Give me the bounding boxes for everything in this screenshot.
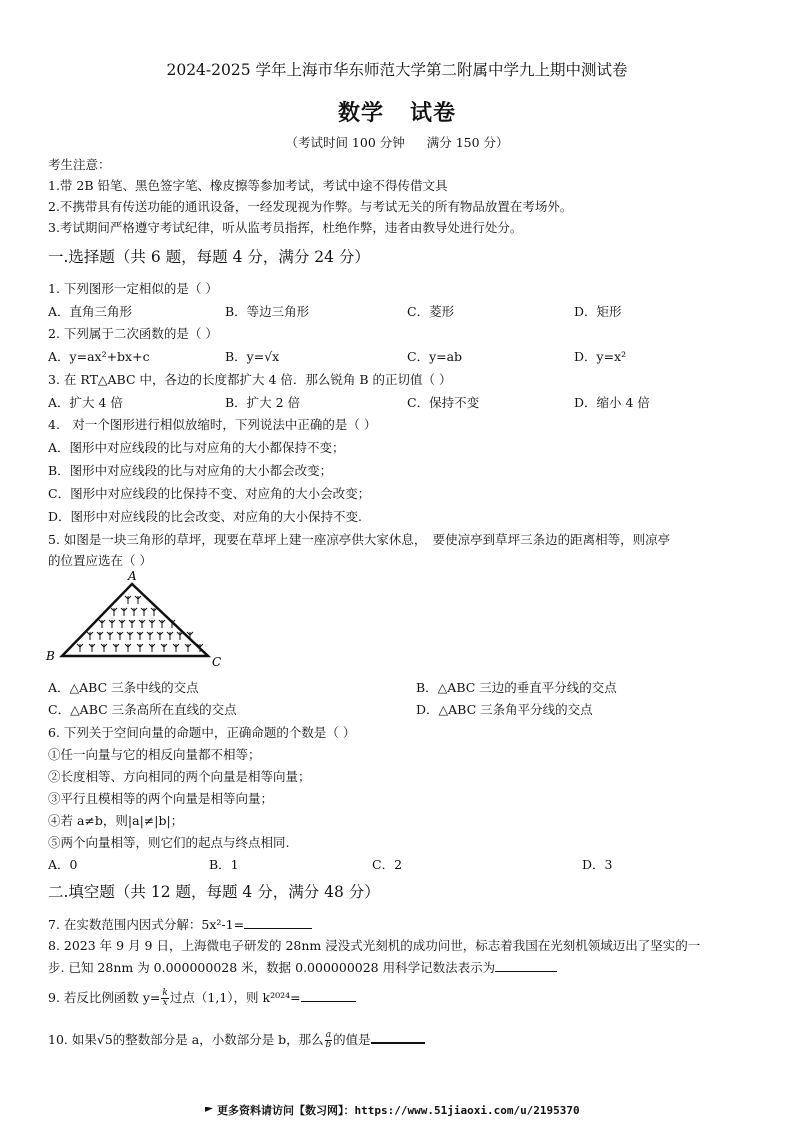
q6-statement-5: ⑤两个向量相等，则它们的起点与终点相同.: [48, 835, 290, 850]
q7-text: 7. 在实数范围内因式分解：5x²-1=: [48, 917, 245, 932]
q9-fraction: [161, 989, 168, 1008]
q5-option-b: B．△ABC 三边的垂直平分线的交点: [416, 680, 617, 695]
q5-option-a: A．△ABC 三条中线的交点: [48, 680, 199, 695]
q8-line2: [48, 958, 557, 976]
q9-frac-num: k: [162, 988, 168, 998]
q3-stem: 3. 在 RT△ABC 中，各边的长度都扩大 4 倍．那么锐角 B 的正切值（ ）: [48, 372, 452, 387]
q6-option-c: C．2: [372, 857, 403, 872]
q5-stem-line2: 的位置应选在（ ）: [48, 553, 152, 568]
q1-option-b: B．等边三角形: [225, 304, 310, 319]
q4-stem: 4. 对一个图形进行相似放缩时，下列说法中正确的是（ ）: [48, 417, 377, 432]
q5-option-d: D．△ABC 三条角平分线的交点: [416, 702, 593, 717]
footer-text: 更多资料请访问【数习网】：https://www.51jiaoxi.com/u/2195370: [217, 1104, 580, 1117]
q10-frac-num: a: [325, 1030, 332, 1040]
section1-title: 一.选择题（共 6 题，每题 4 分，满分 24 分）: [48, 248, 370, 266]
vertex-label-c: C: [212, 655, 222, 669]
q9-line: [48, 988, 356, 1008]
q6-statement-3: ③平行且模相等的两个向量是相等向量；: [48, 791, 274, 806]
q2-option-a: A．y=ax²+bx+c: [48, 349, 150, 364]
q5-option-c: C．△ABC 三条高所在直线的交点: [48, 702, 237, 717]
subject-heading: [0, 96, 794, 127]
q3-option-a: A．扩大 4 倍: [48, 395, 123, 410]
paper-label: 试卷: [410, 100, 457, 126]
q8-text: 步. 已知 28nm 为 0.000000028 米，数据 0.000000028 用科学记数法表示为: [48, 960, 496, 975]
flag-icon: [205, 1107, 213, 1116]
q9-text-pre: 9. 若反比例函数 y=: [48, 990, 161, 1005]
q8-answer-blank[interactable]: [495, 959, 557, 972]
q2-option-c: C．y=ab: [407, 349, 463, 364]
section2-title: 二.填空题（共 12 题，每题 4 分，满分 48 分）: [48, 883, 380, 901]
q2-stem: 2. 下列属于二次函数的是（ ）: [48, 326, 218, 341]
q6-option-a: A．0: [48, 857, 78, 872]
vertex-label-a: A: [128, 569, 137, 583]
q10-line: [48, 1030, 425, 1050]
q10-text-post: 的值是: [333, 1032, 371, 1047]
triangle-lawn-figure: [44, 568, 234, 672]
notice-item-2: 2.不携带具有传送功能的通讯设备，一经发现视为作弊。与考试无关的所有物品放置在考场外。: [48, 199, 573, 214]
q4-option-a: A．图形中对应线段的比与对应角的大小都保持不变；: [48, 440, 345, 455]
vertex-label-b: B: [46, 649, 55, 663]
q4-option-c: C．图形中对应线段的比保持不变、对应角的大小会改变；: [48, 486, 371, 501]
exam-time: （考试时间 100 分钟: [285, 135, 405, 150]
q6-option-b: B．1: [209, 857, 239, 872]
q10-fraction: [325, 1031, 332, 1050]
q5-stem-line1: 5. 如图是一块三角形的草坪，现要在草坪上建一座凉亭供大家休息， 要使凉亭到草坪三条边的距离相等，则凉亭: [48, 532, 671, 547]
q8-line1: 8. 2023 年 9 月 9 日，上海微电子研发的 28nm 浸没式光刻机的成功问世，标志着我国在光刻机领域迈出了坚实的一: [48, 938, 701, 953]
q10-frac-den: b: [325, 1040, 332, 1050]
grass-pattern: [77, 596, 203, 652]
q6-statement-4: ④若 a≠b，则|a|≠|b|；: [48, 813, 184, 828]
notice-item-3: 3.考试期间严格遵守考试纪律，听从监考员指挥，杜绝作弊，违者由教导处进行处分。: [48, 220, 523, 235]
q10-answer-blank[interactable]: [371, 1030, 425, 1044]
q3-option-b: B．扩大 2 倍: [225, 395, 301, 410]
notice-item-1: 1.带 2B 铅笔、黑色签字笔、橡皮擦等参加考试，考试中途不得传借文具: [48, 178, 448, 193]
q2-option-d: D．y=x²: [574, 349, 627, 364]
q4-option-d: D．图形中对应线段的比会改变、对应角的大小保持不变.: [48, 509, 362, 524]
q7-answer-blank[interactable]: [244, 916, 312, 929]
q9-text-post: 过点（1,1），则 k²⁰²⁴=: [169, 990, 301, 1005]
q3-option-c: C．保持不变: [407, 395, 480, 410]
q3-option-d: D．缩小 4 倍: [574, 395, 650, 410]
footer-link[interactable]: [205, 1102, 580, 1118]
q2-option-b: B．y=√x: [225, 349, 280, 364]
q9-answer-blank[interactable]: [301, 989, 356, 1002]
q1-option-a: A．直角三角形: [48, 304, 133, 319]
q6-statement-1: ①任一向量与它的相反向量都不相等；: [48, 747, 261, 762]
q1-option-c: C．菱形: [407, 304, 455, 319]
q6-stem: 6. 下列关于空间向量的命题中，正确命题的个数是（ ）: [48, 725, 356, 740]
subject-name: 数学: [337, 100, 384, 126]
q1-option-d: D．矩形: [574, 304, 622, 319]
q6-statement-2: ②长度相等、方向相同的两个向量是相等向量；: [48, 769, 311, 784]
full-score: 满分 150 分）: [426, 135, 509, 150]
q6-option-d: D．3: [582, 857, 613, 872]
q4-option-b: B．图形中对应线段的比与对应角的大小都会改变；: [48, 463, 333, 478]
q9-frac-den: x: [162, 998, 168, 1008]
q7-line: [48, 915, 312, 933]
exam-title: 2024-2025 学年上海市华东师范大学第二附属中学九上期中测试卷: [166, 61, 628, 79]
q1-stem: 1. 下列图形一定相似的是（ ）: [48, 281, 218, 296]
exam-info: [0, 133, 794, 151]
q10-text-pre: 10. 如果√5的整数部分是 a，小数部分是 b，那么: [48, 1032, 324, 1047]
notice-heading: 考生注意：: [48, 157, 111, 172]
